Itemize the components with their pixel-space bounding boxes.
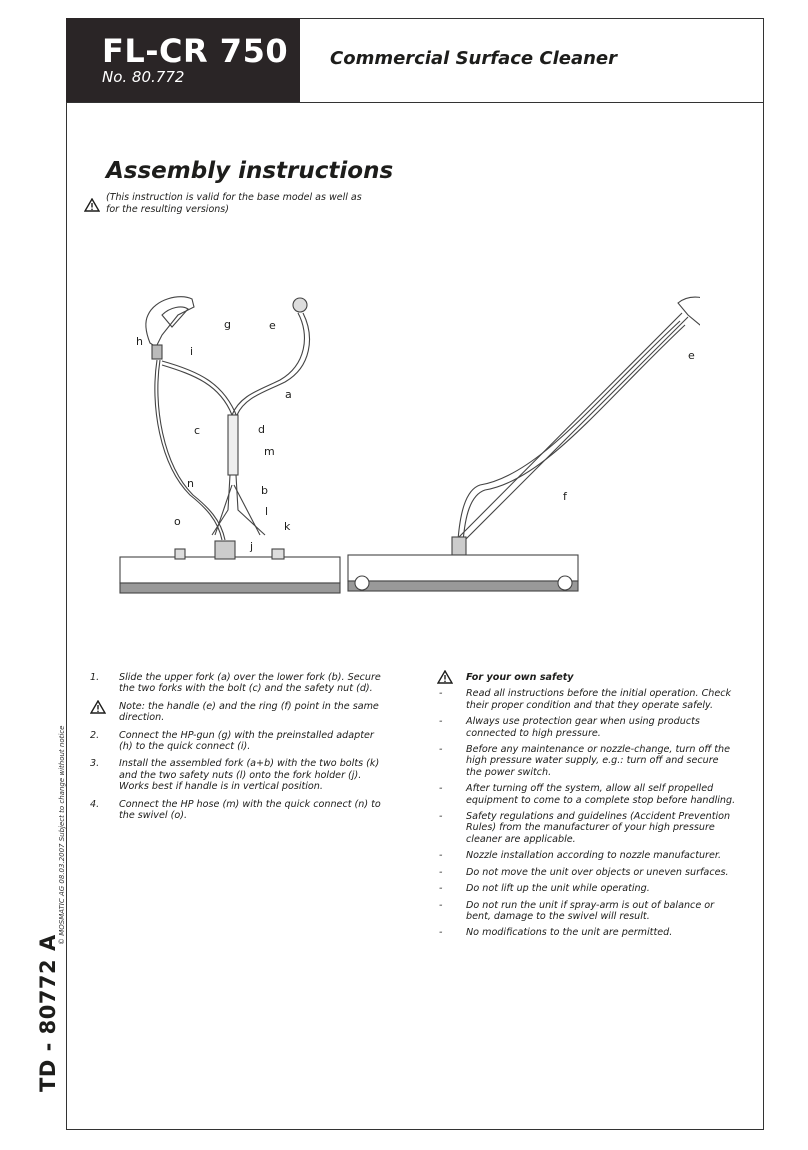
instruction-item: 3. Install the assembled fork (a+b) with the two bolts (k) and the two safety nuts (l) onto the fork holder (j). Works best if handle is in vertical position. [90, 758, 380, 793]
label-o: o [174, 515, 181, 528]
warning-icon [437, 670, 453, 684]
validity-note: (This instruction is valid for the base model as well as for the resulting versions) [106, 192, 362, 215]
label-l: l [265, 505, 269, 518]
label-d: d [258, 423, 265, 436]
safety-item: - Read all instructions before the initial operation. Check their proper condition and that they operate safely. [439, 688, 732, 711]
safety-item: - Before any maintenance or nozzle-change, turn off the high pressure water supply, e.g.: turn off and secure the power switch. [439, 744, 731, 778]
label-a: a [285, 388, 292, 401]
instruction-item: 2. Connect the HP-gun (g) with the preinstalled adapter (h) to the quick connect (i). [90, 729, 374, 753]
instructions-list [90, 672, 386, 827]
label-i: i [190, 345, 194, 358]
safety-item: - Do not move the unit over objects or uneven surfaces. [439, 866, 729, 878]
safety-item: - Always use protection gear when using products connected to high pressure. [439, 716, 700, 739]
safety-item: - Nozzle installation according to nozzle manufacturer. [439, 850, 722, 862]
safety-item: - Safety regulations and guidelines (Accident Prevention Rules) from the manufacturer of your high pressure cleaner are applicable. [439, 811, 731, 845]
label-side-f: f [563, 490, 567, 503]
safety-item: - After turning off the system, allow all self propelled equipment to come to a complete stop before handling. [439, 783, 736, 806]
label-k: k [284, 520, 291, 533]
label-h: h [136, 335, 143, 348]
label-g: g [224, 318, 231, 331]
label-c: c [194, 424, 201, 437]
label-j: j [250, 540, 254, 553]
header-divider [66, 102, 764, 103]
front-view [120, 297, 340, 593]
safety-item: - Do not lift up the unit while operating. [439, 883, 650, 895]
model-name: FL-CR 750 [102, 32, 289, 70]
instruction-item: 4. Connect the HP hose (m) with the quick connect (n) to the swivel (o). [90, 798, 381, 822]
safety-item: - No modifications to the unit are permitted. [439, 927, 673, 939]
instruction-item: 1. Slide the upper fork (a) over the lower fork (b). Secure the two forks with the bolt (c) and the safety nut (d). [90, 672, 381, 695]
side-view [348, 297, 700, 591]
product-title: Commercial Surface Cleaner [330, 48, 618, 69]
label-m: m [264, 445, 275, 458]
model-number: No. 80.772 [102, 68, 185, 86]
warning-icon [84, 198, 100, 212]
label-b: b [261, 484, 268, 497]
label-n: n [187, 477, 194, 490]
label-side-e: e [688, 349, 695, 362]
copyright-note: © MOSMATIC AG 08.03.2007 Subject to change without notice [58, 725, 66, 945]
safety-title: For your own safety [466, 672, 574, 683]
page-heading: Assembly instructions [106, 158, 394, 184]
document-code: TD - 80772 A [36, 934, 60, 1092]
warning-icon [90, 700, 106, 714]
safety-item: - Do not run the unit if spray-arm is out of balance or bent, damage to the swivel will result. [439, 899, 715, 922]
header-model-block [66, 18, 300, 102]
safety-list [437, 672, 737, 944]
label-e: e [269, 319, 276, 332]
assembly-illustration [100, 285, 700, 605]
instruction-note: Note: the handle (e) and the ring (f) point in the same direction. [90, 701, 386, 724]
